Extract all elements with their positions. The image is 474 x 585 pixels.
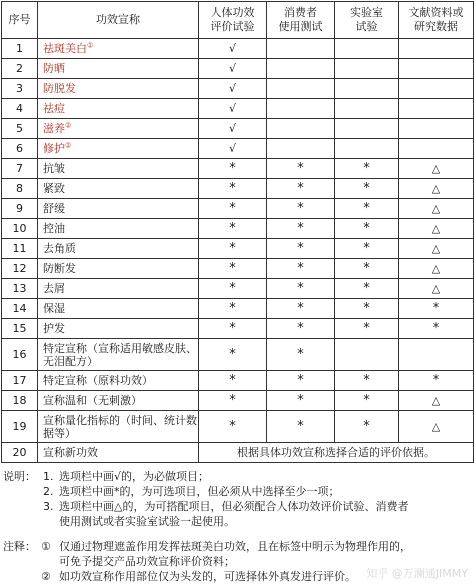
literature-mark-cell: [399, 39, 474, 59]
explain-text-3-cont: 使用测试或者实验室试验一起使用。: [59, 515, 235, 528]
human-test-mark: √: [228, 82, 236, 95]
human-test-mark-cell: [199, 411, 267, 443]
lab-test-mark-cell: [335, 259, 399, 279]
explain-num-1: 1.: [43, 470, 54, 483]
literature-mark: △: [431, 262, 441, 275]
lab-test-mark: *: [363, 241, 370, 256]
claim-cell: [38, 371, 199, 391]
consumer-test-mark: *: [297, 393, 304, 408]
claim-cell: [38, 219, 199, 239]
explain-label: 说明：: [3, 470, 36, 483]
claim-name: 滋养: [43, 122, 65, 135]
consumer-test-mark-cell: [267, 371, 335, 391]
lab-test-mark-cell: [335, 319, 399, 339]
consumer-test-mark: *: [297, 181, 304, 196]
consumer-test-mark-cell: [267, 411, 335, 443]
lab-test-mark-cell: [335, 199, 399, 219]
row-number: 2: [2, 59, 38, 79]
claim-name: 护发: [43, 322, 65, 335]
header-row: [2, 2, 474, 39]
row-number: 12: [2, 259, 38, 279]
claim-name: 宣称量化指标的（时间、统计数据等）: [43, 413, 197, 440]
consumer-test-mark-cell: [267, 199, 335, 219]
table-row: [2, 159, 474, 179]
header-consumer-line2: 使用测试: [278, 20, 323, 33]
consumer-test-mark: *: [297, 201, 304, 216]
consumer-test-mark-cell: [267, 39, 335, 59]
human-test-mark-cell: [199, 39, 267, 59]
literature-mark: △: [431, 420, 441, 433]
lab-test-mark-cell: [335, 119, 399, 139]
consumer-test-mark-cell: [267, 259, 335, 279]
lab-test-mark-cell: [335, 339, 399, 371]
literature-mark: *: [432, 321, 440, 336]
human-test-mark-cell: [199, 219, 267, 239]
consumer-test-mark-cell: [267, 179, 335, 199]
header-claim: 功效宣称: [38, 2, 199, 39]
claim-cell: [38, 139, 199, 159]
table-row: [2, 99, 474, 119]
consumer-test-mark-cell: [267, 159, 335, 179]
new-claim-note: 根据具体功效宣称选择合适的评价依据。: [199, 443, 474, 463]
claim-cell: [38, 79, 199, 99]
claim-footnote-ref: ②: [65, 121, 72, 130]
consumer-test-mark-cell: [267, 319, 335, 339]
literature-mark: *: [432, 301, 440, 316]
note-text-1-cont: 可免予提交产品功效宣称评价资料；: [59, 555, 235, 568]
consumer-test-mark-cell: [267, 119, 335, 139]
lab-test-mark: *: [363, 281, 370, 296]
header-human-line1: 人体功效: [210, 6, 255, 19]
human-test-mark: *: [229, 161, 236, 176]
explain-text-3: 选项栏中画△的，为可搭配项目，但必须配合人体功效评价试验、消费者: [59, 500, 409, 513]
note-text-1: 仅通过物理遮盖作用发挥祛斑美白功效，且在标签中明示为物理作用的，: [59, 540, 411, 553]
claim-cell: [38, 339, 199, 371]
claim-cell: [38, 59, 199, 79]
consumer-test-mark-cell: [267, 79, 335, 99]
lab-test-mark-cell: [335, 411, 399, 443]
row-number: 13: [2, 279, 38, 299]
row-number: 14: [2, 299, 38, 319]
claim-cell: [38, 119, 199, 139]
row-number: 16: [2, 339, 38, 371]
header-lab-line2: 试验: [355, 20, 378, 33]
claim-footnote-ref: ②: [65, 141, 72, 150]
human-test-mark-cell: [199, 179, 267, 199]
literature-mark-cell: [399, 59, 474, 79]
row-number: 11: [2, 239, 38, 259]
claim-cell: [38, 99, 199, 119]
header-human-line2: 评价试验: [210, 20, 255, 33]
table-row: [2, 319, 474, 339]
note-num-2: ②: [41, 570, 51, 583]
row-number: 5: [2, 119, 38, 139]
table-row: [2, 79, 474, 99]
claim-name: 防晒: [43, 62, 65, 75]
human-test-mark: *: [229, 281, 236, 296]
header-lit-line1: 文献资料或: [408, 6, 464, 19]
lab-test-mark-cell: [335, 59, 399, 79]
watermark: 知乎 @万澜通JIMMY: [366, 567, 468, 580]
claim-cell: [38, 411, 199, 443]
consumer-test-mark: *: [297, 347, 304, 362]
literature-mark-cell: [399, 319, 474, 339]
lab-test-mark: *: [363, 419, 370, 434]
human-test-mark: *: [229, 419, 236, 434]
literature-mark: △: [431, 202, 441, 215]
lab-test-mark-cell: [335, 79, 399, 99]
row-number: 20: [2, 443, 38, 463]
literature-mark: △: [431, 282, 441, 295]
consumer-test-mark-cell: [267, 391, 335, 411]
row-number: 4: [2, 99, 38, 119]
human-test-mark-cell: [199, 279, 267, 299]
lab-test-mark: *: [363, 161, 370, 176]
lab-test-mark: *: [363, 261, 370, 276]
lab-test-mark: *: [363, 373, 370, 388]
claim-name: 特定宣称（原料功效）: [43, 374, 153, 387]
header-lab-line1: 实验室: [350, 6, 383, 19]
human-test-mark-cell: [199, 319, 267, 339]
human-test-mark: *: [229, 221, 236, 236]
explain-line-1: [3, 469, 473, 484]
human-test-mark-cell: [199, 339, 267, 371]
consumer-test-mark: *: [297, 373, 304, 388]
human-test-mark: *: [229, 261, 236, 276]
claim-cell: [38, 39, 199, 59]
consumer-test-mark: *: [297, 301, 304, 316]
human-test-mark: *: [229, 241, 236, 256]
header-consumer-line1: 消费者: [284, 6, 317, 19]
table-row: [2, 139, 474, 159]
consumer-test-mark-cell: [267, 279, 335, 299]
consumer-test-mark: *: [297, 281, 304, 296]
human-test-mark-cell: [199, 391, 267, 411]
table-row: [2, 259, 474, 279]
consumer-test-mark-cell: [267, 59, 335, 79]
literature-mark-cell: [399, 239, 474, 259]
human-test-mark: *: [229, 393, 236, 408]
explain-text-1: 选项栏中画√的，为必做项目；: [59, 470, 210, 483]
lab-test-mark: *: [363, 181, 370, 196]
consumer-test-mark: *: [297, 419, 304, 434]
literature-mark: △: [431, 394, 441, 407]
table-row: [2, 391, 474, 411]
claim-cell: [38, 319, 199, 339]
note-text-2: 如功效宣称作用部位仅为头发的，可选择体外真发进行评价。: [59, 570, 356, 583]
claim-name: 防断发: [43, 262, 76, 275]
row-number: 9: [2, 199, 38, 219]
lab-test-mark: *: [363, 301, 370, 316]
table-row: [2, 339, 474, 371]
consumer-test-mark-cell: [267, 299, 335, 319]
human-test-mark-cell: [199, 59, 267, 79]
claim-cell: [38, 279, 199, 299]
human-test-mark: *: [229, 301, 236, 316]
claim-cell: [38, 199, 199, 219]
claim-name: 宣称温和（无刺激）: [43, 394, 142, 407]
human-test-mark-cell: [199, 199, 267, 219]
claim-name: 防脱发: [43, 82, 76, 95]
claim-cell: [38, 299, 199, 319]
claim-name: 去角质: [43, 242, 76, 255]
claim-name: 保湿: [43, 302, 65, 315]
table-row: [2, 119, 474, 139]
consumer-test-mark-cell: [267, 219, 335, 239]
lab-test-mark-cell: [335, 159, 399, 179]
literature-mark-cell: [399, 199, 474, 219]
literature-mark-cell: [399, 219, 474, 239]
lab-test-mark: *: [363, 221, 370, 236]
consumer-test-mark: *: [297, 321, 304, 336]
lab-test-mark-cell: [335, 219, 399, 239]
literature-mark-cell: [399, 99, 474, 119]
lab-test-mark-cell: [335, 239, 399, 259]
row-number: 17: [2, 371, 38, 391]
human-test-mark: *: [229, 373, 236, 388]
lab-test-mark-cell: [335, 39, 399, 59]
table-row: [2, 371, 474, 391]
claim-name: 舒缓: [43, 202, 65, 215]
efficacy-claims-table: [1, 1, 474, 463]
human-test-mark-cell: [199, 159, 267, 179]
consumer-test-mark-cell: [267, 239, 335, 259]
human-test-mark-cell: [199, 259, 267, 279]
consumer-test-mark: *: [297, 241, 304, 256]
explain-line-2: [3, 484, 473, 499]
consumer-test-mark: *: [297, 161, 304, 176]
table-row: [2, 299, 474, 319]
lab-test-mark: *: [363, 201, 370, 216]
claim-name: 修护: [43, 142, 65, 155]
literature-mark-cell: [399, 391, 474, 411]
claim-name: 去屑: [43, 282, 65, 295]
lab-test-mark-cell: [335, 391, 399, 411]
header-lit-line2: 研究数据: [414, 20, 458, 33]
note-line-1: [3, 539, 473, 554]
literature-mark: △: [431, 222, 441, 235]
claim-cell: [38, 159, 199, 179]
table-row: [2, 219, 474, 239]
note-num-1: ①: [41, 540, 51, 553]
literature-mark-cell: [399, 299, 474, 319]
literature-mark-cell: [399, 411, 474, 443]
human-test-mark: *: [229, 201, 236, 216]
consumer-test-mark: *: [297, 261, 304, 276]
consumer-test-mark-cell: [267, 339, 335, 371]
table-row: [2, 179, 474, 199]
header-consumer-test: [267, 2, 335, 39]
literature-mark: △: [431, 162, 441, 175]
claim-name: 特定宣称（宣称适用敏感皮肤、无泪配方）: [43, 341, 197, 368]
table-row: [2, 239, 474, 259]
row-number: 10: [2, 219, 38, 239]
lab-test-mark-cell: [335, 299, 399, 319]
table-row: [2, 411, 474, 443]
explain-num-2: 2.: [43, 485, 54, 498]
document: [1, 1, 473, 584]
table-row: [2, 199, 474, 219]
human-test-mark: √: [228, 122, 236, 135]
human-test-mark: √: [228, 102, 236, 115]
human-test-mark-cell: [199, 371, 267, 391]
note-label: 注释：: [3, 540, 36, 553]
claim-name: 宣称新功效: [38, 443, 199, 463]
consumer-test-mark-cell: [267, 99, 335, 119]
row-number: 18: [2, 391, 38, 411]
human-test-mark-cell: [199, 119, 267, 139]
lab-test-mark-cell: [335, 279, 399, 299]
claim-name: 祛痘: [43, 102, 65, 115]
literature-mark-cell: [399, 179, 474, 199]
row-number: 3: [2, 79, 38, 99]
literature-mark-cell: [399, 79, 474, 99]
consumer-test-mark: *: [297, 221, 304, 236]
claim-cell: [38, 239, 199, 259]
explain-line-3: [3, 499, 473, 514]
header-lab-test: [335, 2, 399, 39]
claim-name: 控油: [43, 222, 65, 235]
human-test-mark-cell: [199, 299, 267, 319]
header-human-test: [199, 2, 267, 39]
human-test-mark: √: [228, 142, 236, 155]
table-row: [2, 59, 474, 79]
row-number: 8: [2, 179, 38, 199]
table-row: [2, 39, 474, 59]
lab-test-mark: *: [363, 321, 370, 336]
human-test-mark-cell: [199, 239, 267, 259]
human-test-mark-cell: [199, 79, 267, 99]
lab-test-mark-cell: [335, 139, 399, 159]
claim-name: 祛斑美白: [43, 42, 87, 55]
literature-mark-cell: [399, 371, 474, 391]
literature-mark: △: [431, 242, 441, 255]
literature-mark-cell: [399, 339, 474, 371]
explain-num-3: 3.: [43, 500, 54, 513]
human-test-mark: *: [229, 321, 236, 336]
human-test-mark-cell: [199, 139, 267, 159]
claim-footnote-ref: ①: [87, 41, 94, 50]
human-test-mark: *: [229, 181, 236, 196]
literature-mark-cell: [399, 159, 474, 179]
lab-test-mark-cell: [335, 99, 399, 119]
header-literature: [399, 2, 474, 39]
literature-mark-cell: [399, 279, 474, 299]
literature-mark: △: [431, 182, 441, 195]
row-number: 1: [2, 39, 38, 59]
claim-name: 抗皱: [43, 162, 65, 175]
row-number: 6: [2, 139, 38, 159]
human-test-mark: *: [229, 347, 236, 362]
header-seq: 序号: [2, 2, 38, 39]
literature-mark-cell: [399, 139, 474, 159]
consumer-test-mark-cell: [267, 139, 335, 159]
lab-test-mark: *: [363, 393, 370, 408]
explain-text-2: 选项栏中画*的，为可选项目，但必须从中选择至少一项；: [59, 485, 340, 498]
human-test-mark: √: [228, 62, 236, 75]
lab-test-mark-cell: [335, 179, 399, 199]
row-number: 19: [2, 411, 38, 443]
literature-mark-cell: [399, 259, 474, 279]
table-row-new-claim: [2, 443, 474, 463]
literature-mark-cell: [399, 119, 474, 139]
claim-cell: [38, 259, 199, 279]
row-number: 15: [2, 319, 38, 339]
row-number: 7: [2, 159, 38, 179]
table-row: [2, 279, 474, 299]
human-test-mark: √: [228, 42, 236, 55]
claim-cell: [38, 179, 199, 199]
claim-cell: [38, 391, 199, 411]
claim-name: 紧致: [43, 182, 65, 195]
lab-test-mark-cell: [335, 371, 399, 391]
human-test-mark-cell: [199, 99, 267, 119]
literature-mark: *: [432, 373, 440, 388]
